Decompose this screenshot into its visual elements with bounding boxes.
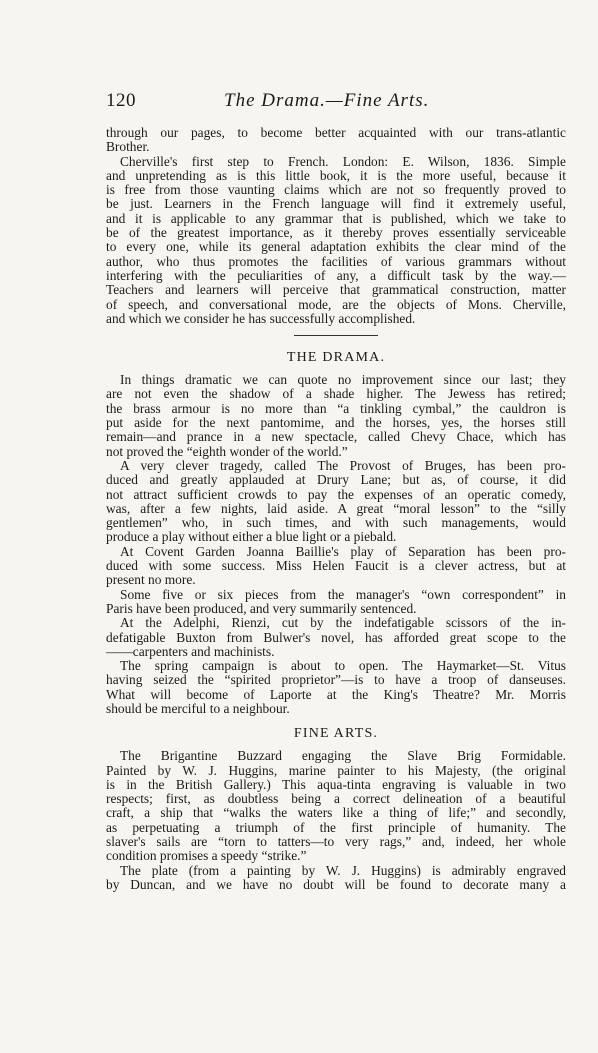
text-line: condition promises a speedy “strike.” xyxy=(106,849,307,864)
text-line: is in the British Gallery.) This aqua-tinta engraving is valuable in two xyxy=(106,777,566,792)
text-line: remain—and prance in a new spectacle, called Chevy Chace, which has xyxy=(106,430,566,445)
section-fine-arts xyxy=(106,726,566,892)
text-line: to every one, while its general adaptation exhibits the clear mind of the xyxy=(106,240,566,255)
text-line: through our pages, to become better acquainted with our trans-atlantic xyxy=(106,126,566,140)
text-line: be just. Learners in the French language will find it extremely useful, xyxy=(106,197,566,212)
text-line: A very clever tragedy, called The Provost of Bruges, has been pro- xyxy=(120,458,566,473)
text-line: slaver's sails are “torn to tatters—to very rags,” and, indeed, her whole xyxy=(106,835,566,850)
section-heading-drama: THE DRAMA. xyxy=(286,350,386,366)
text-line: At the Adelphi, Rienzi, cut by the indefatigable scissors of the in- xyxy=(120,616,566,631)
text-line: of speech, and conversational mode, are the objects of Mons. Cherville, xyxy=(106,297,566,312)
text-line: The spring campaign is about to open. The Haymarket—St. Vitus xyxy=(120,659,566,674)
running-title: The Drama.—Fine Arts. xyxy=(224,90,430,111)
text-line: are not even the shadow of a shade higher. The Jewess has retired; xyxy=(106,387,566,402)
text-line: Cherville's first step to French. London: E. Wilson, 1836. Simple xyxy=(120,154,566,169)
text-line: At Covent Garden Joanna Baillie's play of Separation has been pro- xyxy=(120,544,566,559)
page-number: 120 xyxy=(106,90,136,111)
text-line: respects; first, as doubtless being a correct delineation of a beautiful xyxy=(106,792,566,807)
text-line: put aside for the next pantomime, and the horses, yes, the horses still xyxy=(106,416,566,431)
text-line: ——carpenters and machinists. xyxy=(106,644,275,659)
page-header xyxy=(106,90,566,116)
text-line: duced with some success. Miss Helen Faucit is a clever actress, but at xyxy=(106,559,566,574)
text-line: having seized the “spirited proprietor”—is to have a troop of danseuses. xyxy=(106,673,566,688)
text-line: defatigable Buxton from Bulwer's novel, has afforded great scope to the xyxy=(106,630,566,645)
text-line: Paris have been produced, and very summarily sentenced. xyxy=(106,601,417,616)
text-line: Painted by W. J. Huggins, marine painter to his Majesty, (the original xyxy=(106,763,566,778)
text-line: author, who thus promotes the facilities of various grammars without xyxy=(106,254,566,269)
text-line: and it is applicable to any grammar that is published, which we take to xyxy=(106,211,566,226)
text-line: Some five or six pieces from the manager's “own correspondent” in xyxy=(120,587,566,602)
text-line: the brass armour is no more than “a tinkling cymbal,” the cauldron is xyxy=(106,401,566,416)
text-line: not attract sufficient crowds to pay the expenses of an operatic comedy, xyxy=(106,487,566,502)
text-line: In things dramatic we can quote no improvement since our last; they xyxy=(120,373,566,388)
text-line: What will become of Laporte at the King's Theatre? Mr. Morris xyxy=(106,687,566,702)
text-line: and unpretending as is this little book, it is the more useful, because it xyxy=(106,168,566,183)
text-line: was, after a few nights, laid aside. A great “moral lesson” to the “silly xyxy=(106,501,566,516)
text-line: as perpetuating a triumph of the first principle of humanity. The xyxy=(106,820,566,835)
text-line: The plate (from a painting by W. J. Huggins) is admirably engraved xyxy=(120,863,566,878)
text-line: Teachers and learners will perceive that grammatical construction, matter xyxy=(106,283,566,298)
section-drama xyxy=(106,350,566,716)
text-line: present no more. xyxy=(106,573,196,588)
text-line: The Brigantine Buzzard engaging the Slave Brig Formidable. xyxy=(120,749,566,764)
page-body xyxy=(106,126,566,892)
section-heading-fine-arts: FINE ARTS. xyxy=(293,726,379,742)
text-line: not proved the “eighth wonder of the world.” xyxy=(106,444,348,459)
text-line: be of the greatest importance, as it thereby proves essentially serviceable xyxy=(106,226,566,241)
text-line: Brother. xyxy=(106,140,150,155)
review-cherville xyxy=(106,126,566,326)
text-line: produce a play without either a blue light or a piebald. xyxy=(106,530,397,545)
text-line: interfering with the peculiarities of any, a difficult task by the way.— xyxy=(106,268,566,283)
text-line: craft, a ship that “walks the waters like a thing of life;” and secondly, xyxy=(106,806,566,821)
text-line: is free from those vaunting claims which are not so frequently proved to xyxy=(106,183,566,198)
text-line: gentlemen” who, in such times, and with such managements, would xyxy=(106,516,566,531)
text-line: by Duncan, and we have no doubt will be found to decorate many a xyxy=(106,877,566,892)
text-line: should be merciful to a neighbour. xyxy=(106,701,290,716)
text-line: duced and greatly applauded at Drury Lane; but as, of course, it did xyxy=(106,473,566,488)
text-line: and which we consider he has successfully accomplished. xyxy=(106,311,416,326)
